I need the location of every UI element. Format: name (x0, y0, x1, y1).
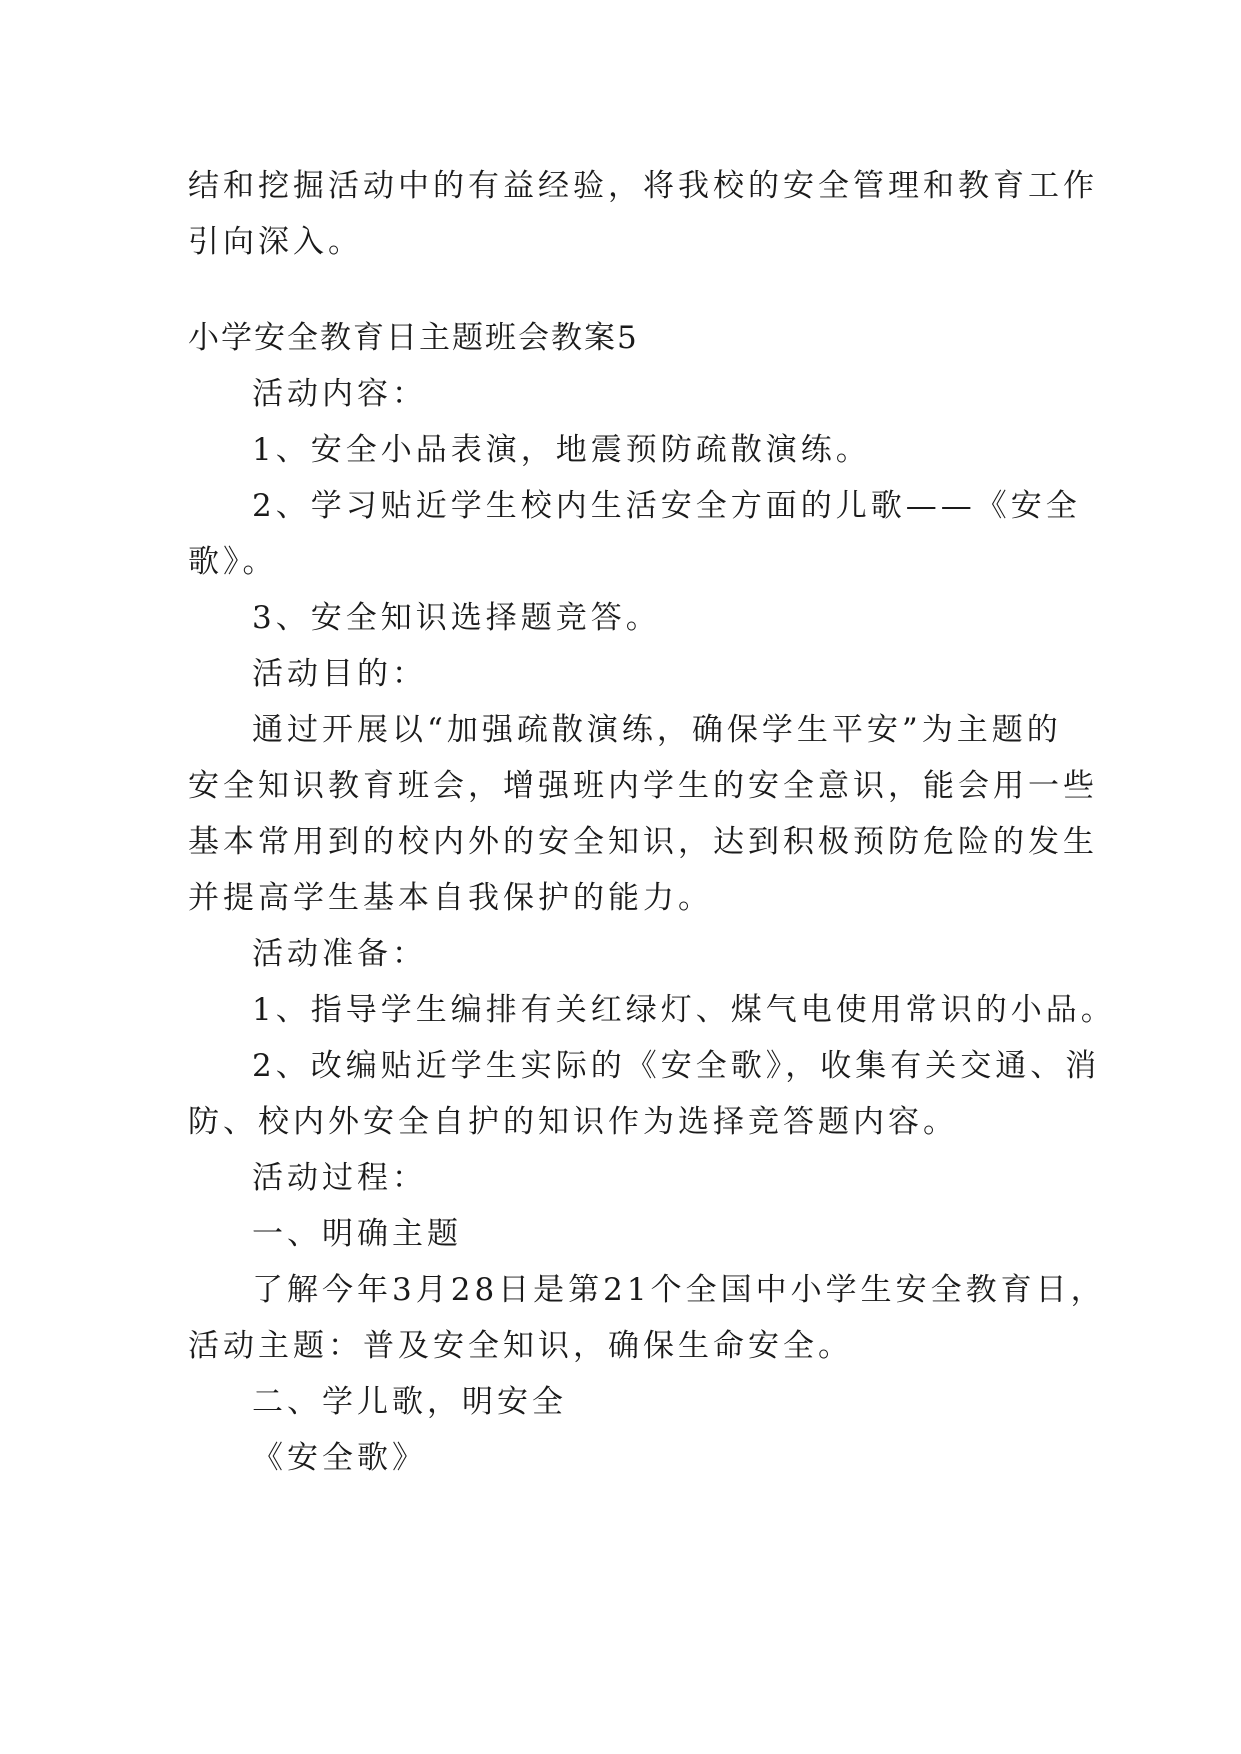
step1-line: 活动主题：普及安全知识，确保生命安全。 (188, 1328, 853, 1364)
step1-heading: 一、明确主题 (252, 1216, 462, 1252)
content-heading: 活动内容： (252, 376, 427, 412)
purpose-line: 基本常用到的校内外的安全知识，达到积极预防危险的发生 (188, 824, 1098, 860)
paragraph-line: 引向深入。 (188, 224, 363, 260)
section-title: 小学安全教育日主题班会教案5 (188, 320, 639, 356)
prep-heading: 活动准备： (252, 936, 427, 972)
prep-item-1: 1、指导学生编排有关红绿灯、煤气电使用常识的小品。 (252, 992, 1116, 1028)
prep-item-2-continued: 防、校内外安全自护的知识作为选择竞答题内容。 (188, 1104, 958, 1140)
process-heading: 活动过程： (252, 1160, 427, 1196)
section-gap (188, 270, 1058, 310)
content-item-2-continued: 歌》。 (188, 544, 278, 580)
document-body (188, 158, 1116, 1486)
content-item-3: 3、安全知识选择题竞答。 (252, 600, 661, 636)
content-item-2: 2、学习贴近学生校内生活安全方面的儿歌——《安全 (252, 488, 1081, 524)
purpose-heading: 活动目的： (252, 656, 427, 692)
step2-heading: 二、学儿歌，明安全 (252, 1384, 567, 1420)
prep-item-2: 2、改编贴近学生实际的《安全歌》，收集有关交通、消 (252, 1048, 1101, 1084)
purpose-line: 并提高学生基本自我保护的能力。 (188, 880, 713, 916)
purpose-line: 安全知识教育班会，增强班内学生的安全意识，能会用一些 (188, 768, 1098, 804)
song-title: 《安全歌》 (252, 1440, 427, 1476)
purpose-line: 通过开展以“加强疏散演练，确保学生平安”为主题的 (252, 712, 1062, 748)
paragraph-line: 结和挖掘活动中的有益经验，将我校的安全管理和教育工作 (188, 168, 1098, 204)
content-item-1: 1、安全小品表演，地震预防疏散演练。 (252, 432, 871, 468)
step1-line: 了解今年3月28日是第21个全国中小学生安全教育日， (252, 1272, 1106, 1308)
